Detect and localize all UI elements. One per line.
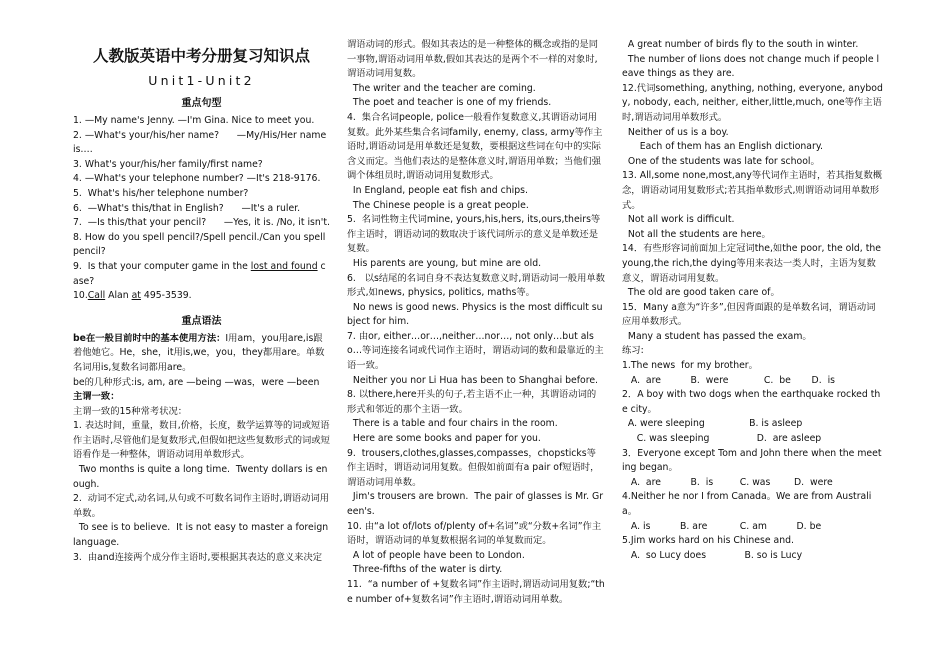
practice-label: 练习: (622, 345, 644, 357)
sentence-10-underline-call: Call (87, 290, 106, 302)
sentence-10-underline-at: at (131, 290, 141, 302)
right-column (622, 38, 884, 563)
sentence-7: 7. —Is this/that your pencil? —Yes, it is. /No, it isn't. (73, 217, 330, 229)
be-usage-label: be在一般目前时中的基本使用方法： (73, 332, 226, 344)
rule-9-example: Jim's trousers are brown. The pair of glasses is Mr. Green's. (347, 491, 604, 517)
exercise-2: 2．A boy with two dogs when the earthquake rocked the city。 (622, 389, 881, 415)
rule-7: 7. 由or, either…or…,neither…nor…, not only…but also…等词连接名词或代词作主语时，谓语动词的数和最靠近的主语一致。 (347, 330, 604, 372)
exercise-5: 5.Jim works hard on his Chinese and. (622, 535, 794, 547)
section-heading-sentences: 重点句型 (181, 98, 222, 109)
agreement-label (73, 390, 330, 405)
rule-11-example-2: The number of lions does not change much if people leave things as they are. (622, 53, 880, 80)
sentence-8: 8. How do you spell pencil?/Spell pencil./Can you spell pencil? (73, 231, 329, 258)
sentence-3: 3. What's your/his/her family/first name? (73, 158, 263, 170)
rule-12-example-1: Neither of us is a boy. (622, 126, 729, 138)
agreement-intro: 主谓一致的15种常考状况： (73, 405, 188, 417)
rule-13: 13. All,some none,most,any等代词作主语时，若其指复数概念，谓语动词用复数形式;若其指单数形式,则谓语动词用单数形式。 (622, 170, 883, 211)
rule-8-example-2: Here are some books and paper for you. (347, 433, 541, 445)
rule-11: 11. “a number of +复数名词”作主语时,谓语动词用复数;“the number of+复数名词”作主语时,谓语动词用单数。 (347, 578, 605, 605)
middle-column (347, 38, 605, 607)
sentence-5: 5. What's his/her telephone number? (73, 187, 249, 199)
sentence-4: 4. —What's your telephone number? —It's 218-9176. (73, 173, 321, 185)
rule-5-example: His parents are young, but mine are old. (347, 257, 542, 269)
sentence-10-text: Alan (105, 290, 132, 302)
exercise-5-options: A. so Lucy does B. so is Lucy (622, 549, 803, 561)
rule-6-example: No news is good news. Physics is the most difficult subject for him. (347, 301, 603, 328)
agreement-label-text: 主谓一致： (73, 391, 120, 403)
be-forms: be的几种形式:is, am, are —being —was，were —been (73, 376, 320, 388)
rule-14: 14．有些形容词前面加上定冠词the,如the poor, the old, the young,the rich,the dying等用来表达一类人时，主语为复数意义，谓语动词用复数。 (622, 243, 884, 284)
sentence-9 (73, 260, 330, 289)
rule-3: 3. 由and连接两个成分作主语时,要根据其表达的意义来决定 (73, 551, 323, 563)
sentence-10 (73, 289, 330, 304)
rule-12: 12.代词something, anything, nothing, everyone, anybody, nobody, each, neither, either,little,much, one等作主语时,谓语动词用单数形式。 (622, 82, 883, 123)
sentence-1: 1. —My name's Jenny. —I'm Gina. Nice to meet you. (73, 115, 315, 126)
rule-3-example-1: The writer and the teacher are coming. (347, 82, 536, 94)
rule-9: 9. trousers,clothes,glasses,compasses，chopsticks等作主语时，谓语动词用复数。但假如前面有a pair of短语时，谓语动词用单数。 (347, 447, 600, 488)
rule-14-example: The old are good taken care of。 (622, 287, 780, 299)
be-usage-text: I用am，you用are,is跟着他她它。He，she，it用is,we，you，they都用are。单数名词用is,复数名词都用are。 (73, 332, 325, 373)
rule-2: 2. 动词不定式,动名词,从句或不可数名词作主语时,谓语动词用单数。 (73, 493, 330, 519)
exercise-3-options: A. are B. is C. was D. were (622, 476, 833, 488)
rule-13-example-2: Not all the students are here。 (622, 228, 771, 240)
rule-10: 10. 由“a lot of/lots of/plenty of+名词”或“分数+名词”作主语时，谓语动词的单复数根据名词的单复数而定。 (347, 520, 602, 547)
rule-6: 6. 以s结尾的名词自身不表达复数意义时,谓语动词一般用单数形式,如news, physics, politics, maths等。 (347, 272, 605, 299)
sentence-9-text: 9. Is that your computer game in the (73, 260, 251, 272)
rule-3-cont: 谓语动词的形式。假如其表达的是一种整体的概念或指的是同一事物,谓语动词用单数,假如其表达的是两个不一样的对象时,谓语动词用复数。 (347, 39, 599, 80)
sentence-6: 6. —What's this/that in English? —It's a ruler. (73, 202, 301, 214)
be-usage (73, 332, 330, 376)
exercise-4: 4.Neither he nor I from Canada。We are from Australia。 (622, 491, 872, 517)
exercise-1: 1.The news for my brother。 (622, 360, 758, 372)
sentence-9-underline: lost and found (250, 260, 318, 272)
rule-11-example-1: A great number of birds fly to the south in winter. (622, 39, 859, 50)
rule-2-example: To see is to believe. It is not easy to master a foreign language. (73, 522, 332, 549)
rule-1: 1. 表达时间，重量，数目,价格，长度，数学运算等的词或短语作主语时,尽管他们是复数形式,但假如把这些复数形式的词或短语看作是一种整体，谓语动词用单数形式。 (73, 420, 330, 461)
left-column (73, 38, 330, 565)
unit-subtitle: Unit1-Unit2 (148, 73, 255, 88)
rule-12-example-2: Each of them has an English dictionary. (622, 141, 823, 153)
exercise-1-options: A. are B. were C. be D. is (622, 374, 836, 386)
exercise-2-options-2: C. was sleeping D. are asleep (622, 433, 822, 445)
rule-10-example-1: A lot of people have been to London. (347, 549, 525, 561)
sentence-10-end: 495-3539. (140, 290, 192, 302)
section-heading-grammar: 重点语法 (181, 315, 222, 327)
exercise-3: 3．Everyone except Tom and John there when the meeting began。 (622, 447, 882, 474)
exercise-2-options-1: A. were sleeping B. is asleep (622, 418, 803, 430)
rule-4-example-2: The Chinese people is a great people. (347, 199, 529, 211)
rule-12-example-3: One of the students was late for school。 (622, 155, 820, 167)
document-title: 人教版英语中考分册复习知识点 (92, 47, 310, 65)
rule-1-example: Two months is quite a long time. Twenty dollars is enough. (73, 464, 328, 490)
rule-15: 15．Many a意为“许多”,但因背面跟的是单数名词，谓语动词应用单数形式。 (622, 301, 876, 328)
sentence-9-end: case? (73, 260, 326, 287)
rule-15-example: Many a student has passed the exam。 (622, 330, 812, 342)
rule-13-example-1: Not all work is difficult. (622, 214, 735, 226)
exercise-4-options: A. is B. are C. am D. be (622, 520, 822, 532)
rule-4-example-1: In England, people eat fish and chips. (347, 184, 528, 196)
rule-8: 8. 以there,here开头的句子,若主语不止一种，其谓语动词的形式和邻近的那个主语一致。 (347, 389, 597, 415)
rule-3-example-2: The poet and teacher is one of my friends. (347, 97, 552, 109)
rule-5: 5. 名词性物主代词mine, yours,his,hers, its,ours,theirs等作主语时，谓语动词的数取决于该代词所示的意义是单数还是复数。 (347, 214, 601, 255)
sentence-2: 2. —What's your/his/her name? —My/His/Her name is…. (73, 129, 330, 156)
sentence-10-num: 10. (73, 290, 88, 302)
rule-10-example-2: Three-fifths of the water is dirty. (347, 564, 503, 576)
rule-8-example-1: There is a table and four chairs in the room. (347, 418, 558, 430)
rule-4: 4. 集合名词people, police一般看作复数意义,其谓语动词用复数。此外某些集合名词family, enemy, class, army等作主语时,谓语动词是用单数还是复数，要根据这些词在句中的实际含义而定。当他们表达的是整体意义时,谓语用单数；当他们强调个体组员时,谓语动词用复数形式。 (347, 111, 603, 182)
rule-7-example: Neither you nor Li Hua has been to Shanghai before. (347, 374, 599, 386)
